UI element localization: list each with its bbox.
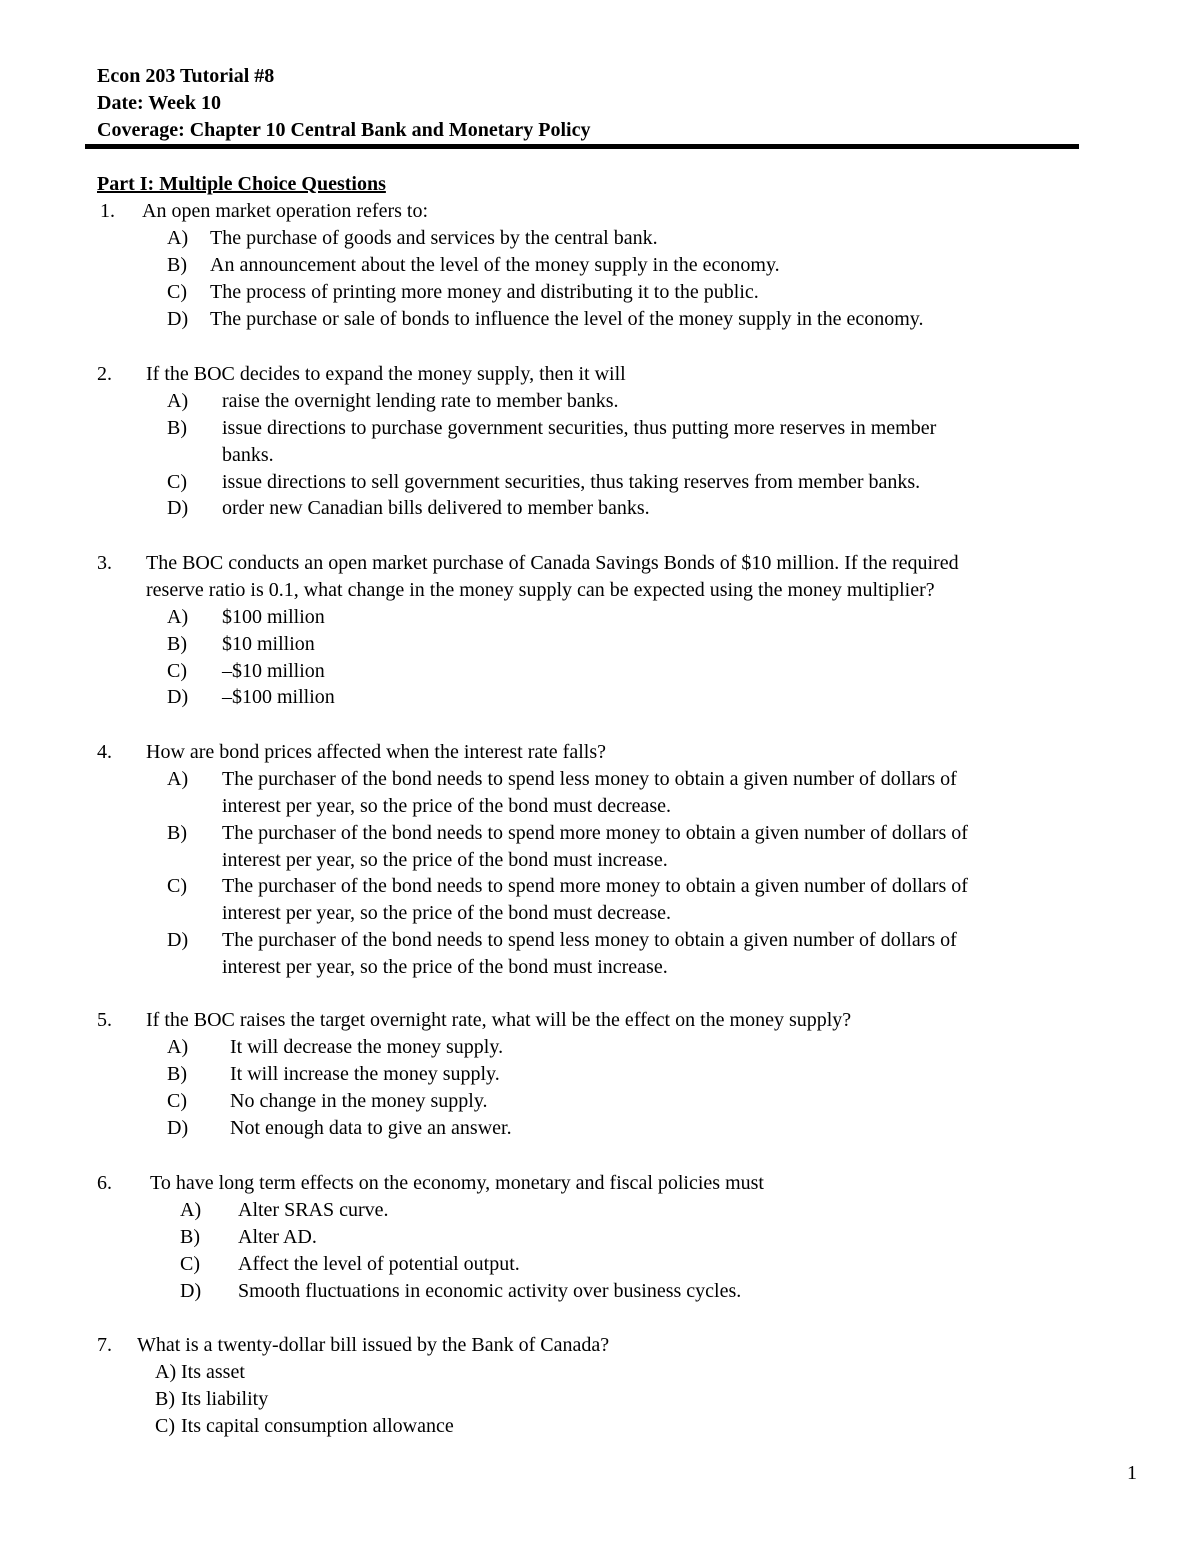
question-stem: reserve ratio is 0.1, what change in the money supply can be expected using the money multiplier? (146, 579, 935, 601)
question-stem: How are bond prices affected when the interest rate falls? (146, 741, 606, 763)
option-text: The purchaser of the bond needs to spend less money to obtain a given number of dollars of (222, 929, 957, 951)
option-text: –$10 million (222, 660, 325, 682)
option-text: No change in the money supply. (230, 1090, 488, 1112)
option-letter: C) (167, 1090, 187, 1112)
option-letter: A) (167, 227, 189, 249)
option-letter: C) (155, 1415, 175, 1437)
question-stem: To have long term effects on the economy, monetary and fiscal policies must (150, 1172, 764, 1194)
option-letter: D) (167, 686, 189, 708)
option-text: The purchase or sale of bonds to influence the level of the money supply in the economy. (210, 308, 924, 330)
option-letter: C) (167, 281, 187, 303)
option-text: interest per year, so the price of the bond must increase. (222, 956, 668, 978)
option-text: issue directions to purchase government securities, thus putting more reserves in member (222, 417, 937, 439)
option-letter: A) (155, 1361, 177, 1383)
option-letter: D) (167, 1117, 189, 1139)
option-text: The purchase of goods and services by the central bank. (210, 227, 658, 249)
option-letter: A) (167, 1036, 189, 1058)
option-letter: B) (180, 1226, 200, 1248)
option-text: order new Canadian bills delivered to member banks. (222, 497, 650, 519)
question-number: 3. (97, 552, 112, 574)
option-text: Smooth fluctuations in economic activity over business cycles. (238, 1280, 742, 1302)
option-letter: A) (167, 606, 189, 628)
option-letter: A) (167, 390, 189, 412)
option-letter: C) (167, 471, 187, 493)
question-number: 2. (97, 363, 112, 385)
option-text: The purchaser of the bond needs to spend more money to obtain a given number of dollars of (222, 822, 968, 844)
question-stem: An open market operation refers to: (142, 200, 429, 222)
doc-coverage: Coverage: Chapter 10 Central Bank and Monetary Policy (97, 119, 591, 141)
option-text: Its asset (181, 1361, 245, 1383)
part-title: Part I: Multiple Choice Questions (97, 173, 386, 195)
option-letter: C) (167, 875, 187, 897)
option-text: interest per year, so the price of the bond must increase. (222, 849, 668, 871)
option-letter: C) (180, 1253, 200, 1275)
option-letter: D) (167, 308, 189, 330)
option-text: The purchaser of the bond needs to spend more money to obtain a given number of dollars of (222, 875, 968, 897)
question-number: 1. (100, 200, 115, 222)
option-text: raise the overnight lending rate to member banks. (222, 390, 619, 412)
doc-date: Date: Week 10 (97, 92, 222, 114)
option-letter: B) (155, 1388, 175, 1410)
question-stem: If the BOC decides to expand the money supply, then it will (146, 363, 626, 385)
option-text: Not enough data to give an answer. (230, 1117, 512, 1139)
page-number: 1 (1127, 1462, 1137, 1484)
option-text: $100 million (222, 606, 325, 628)
option-text: interest per year, so the price of the bond must decrease. (222, 902, 672, 924)
option-letter: B) (167, 1063, 187, 1085)
option-text: –$100 million (222, 686, 335, 708)
option-text: Alter AD. (238, 1226, 317, 1248)
option-letter: D) (167, 929, 189, 951)
option-text: The process of printing more money and distributing it to the public. (210, 281, 759, 303)
question-stem: If the BOC raises the target overnight rate, what will be the effect on the money supply? (146, 1009, 852, 1031)
option-letter: B) (167, 254, 187, 276)
option-text: Affect the level of potential output. (238, 1253, 520, 1275)
option-text: banks. (222, 444, 274, 466)
question-number: 7. (97, 1334, 112, 1356)
option-text: It will increase the money supply. (230, 1063, 500, 1085)
option-text: It will decrease the money supply. (230, 1036, 504, 1058)
option-letter: D) (167, 497, 189, 519)
doc-title: Econ 203 Tutorial #8 (97, 65, 275, 87)
option-letter: B) (167, 633, 187, 655)
option-letter: A) (167, 768, 189, 790)
header-rule (85, 144, 1079, 149)
option-letter: A) (180, 1199, 202, 1221)
question-number: 4. (97, 741, 112, 763)
option-letter: C) (167, 660, 187, 682)
option-text: $10 million (222, 633, 315, 655)
option-letter: D) (180, 1280, 202, 1302)
option-text: An announcement about the level of the money supply in the economy. (210, 254, 780, 276)
option-text: Alter SRAS curve. (238, 1199, 389, 1221)
option-letter: B) (167, 822, 187, 844)
question-stem: What is a twenty-dollar bill issued by the Bank of Canada? (137, 1334, 610, 1356)
option-text: interest per year, so the price of the bond must decrease. (222, 795, 672, 817)
option-text: The purchaser of the bond needs to spend less money to obtain a given number of dollars of (222, 768, 957, 790)
question-stem: The BOC conducts an open market purchase of Canada Savings Bonds of $10 million. If the required (146, 552, 959, 574)
question-number: 6. (97, 1172, 112, 1194)
question-number: 5. (97, 1009, 112, 1031)
option-letter: B) (167, 417, 187, 439)
option-text: Its liability (181, 1388, 269, 1410)
option-text: issue directions to sell government securities, thus taking reserves from member banks. (222, 471, 921, 493)
option-text: Its capital consumption allowance (181, 1415, 454, 1437)
